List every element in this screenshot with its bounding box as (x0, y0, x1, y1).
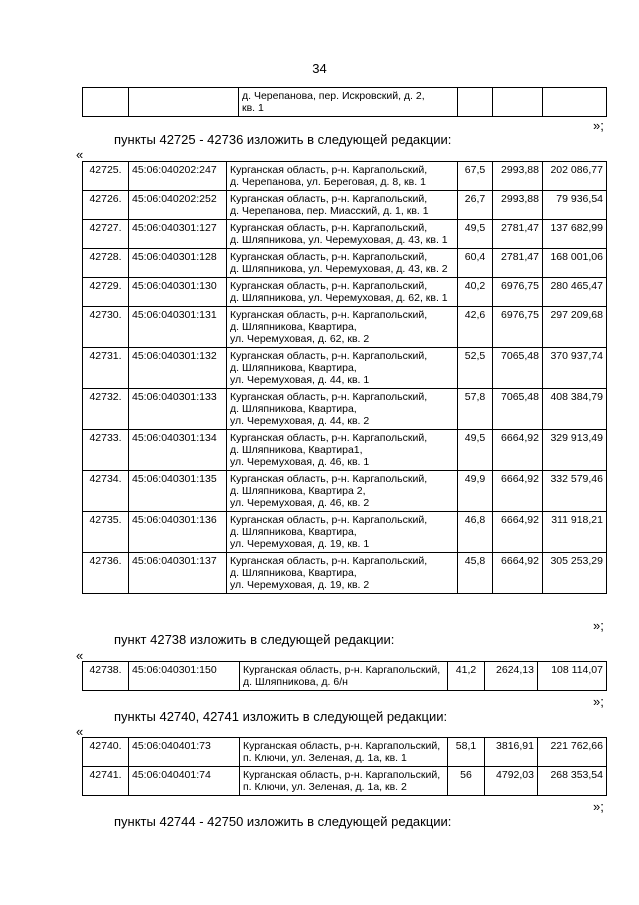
cadastral-number-cell: 45:06:040301:134 (129, 430, 227, 471)
cadastral-cost-cell (543, 88, 607, 117)
specific-value-cell: 6664,92 (493, 471, 543, 512)
specific-value-cell: 6664,92 (493, 430, 543, 471)
table-row (83, 348, 607, 389)
address-line: д. Шляпникова, Квартира, (230, 526, 357, 538)
cadastral-cost-cell: 168 001,06 (543, 249, 607, 278)
cadastral-cost-cell: 332 579,46 (543, 471, 607, 512)
section-heading-1: пункты 42725 - 42736 изложить в следующей редакции: (114, 132, 452, 147)
opening-quote: « (76, 724, 84, 739)
row-number-cell: 42725. (83, 162, 129, 191)
section-heading-2: пункт 42738 изложить в следующей редакции: (114, 632, 395, 647)
table-row (83, 512, 607, 553)
address-line: Курганская область, р-н. Каргапольский, (230, 222, 428, 234)
area-cell: 57,8 (458, 389, 493, 430)
table-row (83, 662, 607, 691)
address-line: д. Шляпникова, Квартира, (230, 403, 357, 415)
address-line: п. Ключи, ул. Зеленая, д. 1а, кв. 1 (243, 752, 407, 764)
cadastral-number-cell: 45:06:040202:247 (129, 162, 227, 191)
cadastral-number-cell: 45:06:040301:131 (129, 307, 227, 348)
address-line: д. Шляпникова, д. 6/н (243, 676, 348, 688)
closing-quote: »; (593, 118, 604, 133)
cadastral-number-cell: 45:06:040301:137 (129, 553, 227, 594)
opening-quote: « (76, 648, 84, 663)
section-heading-4: пункты 42744 - 42750 изложить в следующей редакции: (114, 814, 452, 829)
address-line: Курганская область, р-н. Каргапольский, (230, 350, 428, 362)
page-number: 34 (312, 61, 327, 76)
specific-value-cell (493, 88, 543, 117)
table-row (83, 162, 607, 191)
address-cell (227, 471, 458, 512)
row-number-cell: 42735. (83, 512, 129, 553)
opening-quote: « (76, 147, 84, 162)
address-line: д. Черепанова, пер. Миасский, д. 1, кв. 1 (230, 205, 429, 217)
cadastral-cost-cell: 108 114,07 (538, 662, 607, 691)
address-cell (227, 430, 458, 471)
address-line: Курганская область, р-н. Каргапольский, (230, 193, 428, 205)
row-number-cell: 42728. (83, 249, 129, 278)
area-cell: 26,7 (458, 191, 493, 220)
address-line: Курганская область, р-н. Каргапольский, (230, 514, 428, 526)
address-cell (227, 389, 458, 430)
row-number-cell: 42736. (83, 553, 129, 594)
address-line: д. Черепанова, пер. Искровский, д. 2, (242, 90, 425, 102)
specific-value-cell: 2781,47 (493, 220, 543, 249)
cadastral-cost-cell: 305 253,29 (543, 553, 607, 594)
closing-quote: »; (593, 618, 604, 633)
address-cell (227, 512, 458, 553)
cadastral-number-cell (129, 88, 239, 117)
table-row (83, 767, 607, 796)
address-line: ул. Черемуховая, д. 19, кв. 1 (230, 538, 370, 550)
area-cell: 67,5 (458, 162, 493, 191)
cadastral-cost-cell: 370 937,74 (543, 348, 607, 389)
address-line: Курганская область, р-н. Каргапольский, (230, 432, 428, 444)
address-line: д. Шляпникова, ул. Черемуховая, д. 43, кв. 1 (230, 234, 448, 246)
address-cell (240, 738, 448, 767)
row-number-cell (83, 88, 129, 117)
specific-value-cell: 2781,47 (493, 249, 543, 278)
address-line: кв. 1 (242, 102, 264, 114)
closing-quote: »; (593, 694, 604, 709)
address-line: д. Черепанова, ул. Береговая, д. 8, кв. 1 (230, 176, 426, 188)
row-number-cell: 42733. (83, 430, 129, 471)
row-number-cell: 42741. (83, 767, 129, 796)
area-cell: 46,8 (458, 512, 493, 553)
area-cell: 49,5 (458, 430, 493, 471)
row-number-cell: 42731. (83, 348, 129, 389)
row-number-cell: 42732. (83, 389, 129, 430)
points-table-2 (82, 661, 607, 691)
cadastral-cost-cell: 408 384,79 (543, 389, 607, 430)
address-line: Курганская область, р-н. Каргапольский, (230, 473, 428, 485)
specific-value-cell: 6976,75 (493, 307, 543, 348)
cadastral-cost-cell: 268 353,54 (538, 767, 607, 796)
address-line: Курганская область, р-н. Каргапольский, (230, 391, 428, 403)
cadastral-number-cell: 45:06:040401:74 (129, 767, 240, 796)
row-number-cell: 42734. (83, 471, 129, 512)
cadastral-cost-cell: 297 209,68 (543, 307, 607, 348)
address-cell (227, 191, 458, 220)
address-cell (227, 220, 458, 249)
table-row (83, 307, 607, 348)
specific-value-cell: 4792,03 (485, 767, 538, 796)
points-table-3 (82, 737, 607, 796)
address-cell (227, 249, 458, 278)
specific-value-cell: 6664,92 (493, 512, 543, 553)
address-line: д. Шляпникова, Квартира, (230, 321, 357, 333)
table-row (83, 471, 607, 512)
address-line: Курганская область, р-н. Каргапольский, (230, 555, 428, 567)
table-row (83, 738, 607, 767)
cadastral-number-cell: 45:06:040301:133 (129, 389, 227, 430)
address-line: д. Шляпникова, Квартира 2, (230, 485, 366, 497)
address-cell (227, 553, 458, 594)
address-line: д. Шляпникова, Квартира1, (230, 444, 363, 456)
table-row (83, 389, 607, 430)
address-cell (240, 767, 448, 796)
cadastral-cost-cell: 202 086,77 (543, 162, 607, 191)
area-cell: 56 (448, 767, 485, 796)
cadastral-number-cell: 45:06:040301:130 (129, 278, 227, 307)
table-row (83, 88, 607, 117)
closing-quote: »; (593, 799, 604, 814)
area-cell: 60,4 (458, 249, 493, 278)
area-cell: 42,6 (458, 307, 493, 348)
address-line: д. Шляпникова, Квартира, (230, 362, 357, 374)
row-number-cell: 42729. (83, 278, 129, 307)
cadastral-number-cell: 45:06:040301:132 (129, 348, 227, 389)
address-line: Курганская область, р-н. Каргапольский, (243, 740, 441, 752)
address-line: Курганская область, р-н. Каргапольский, (230, 164, 428, 176)
address-line: д. Шляпникова, ул. Черемуховая, д. 62, кв. 1 (230, 292, 448, 304)
area-cell: 52,5 (458, 348, 493, 389)
row-number-cell: 42738. (83, 662, 129, 691)
cadastral-number-cell: 45:06:040301:136 (129, 512, 227, 553)
table-row (83, 191, 607, 220)
cadastral-number-cell: 45:06:040301:150 (129, 662, 240, 691)
specific-value-cell: 6664,92 (493, 553, 543, 594)
cadastral-cost-cell: 137 682,99 (543, 220, 607, 249)
address-line: Курганская область, р-н. Каргапольский, (230, 251, 428, 263)
address-line: д. Шляпникова, Квартира, (230, 567, 357, 579)
cadastral-number-cell: 45:06:040301:135 (129, 471, 227, 512)
cadastral-number-cell: 45:06:040301:127 (129, 220, 227, 249)
area-cell (458, 88, 493, 117)
address-cell (227, 278, 458, 307)
area-cell: 41,2 (448, 662, 485, 691)
area-cell: 40,2 (458, 278, 493, 307)
row-number-cell: 42726. (83, 191, 129, 220)
address-cell (240, 662, 448, 691)
cadastral-cost-cell: 329 913,49 (543, 430, 607, 471)
table-row (83, 249, 607, 278)
table-row (83, 220, 607, 249)
continuation-table (82, 87, 607, 117)
address-line: ул. Черемуховая, д. 46, кв. 2 (230, 497, 370, 509)
address-line: ул. Черемуховая, д. 19, кв. 2 (230, 579, 370, 591)
specific-value-cell: 7065,48 (493, 348, 543, 389)
table-row (83, 553, 607, 594)
cadastral-cost-cell: 221 762,66 (538, 738, 607, 767)
address-line: ул. Черемуховая, д. 44, кв. 2 (230, 415, 370, 427)
table-row (83, 430, 607, 471)
address-line: д. Шляпникова, ул. Черемуховая, д. 43, кв. 2 (230, 263, 448, 275)
row-number-cell: 42727. (83, 220, 129, 249)
address-line: ул. Черемуховая, д. 46, кв. 1 (230, 456, 370, 468)
address-cell (227, 307, 458, 348)
specific-value-cell: 2993,88 (493, 162, 543, 191)
row-number-cell: 42730. (83, 307, 129, 348)
specific-value-cell: 6976,75 (493, 278, 543, 307)
specific-value-cell: 2624,13 (485, 662, 538, 691)
area-cell: 49,5 (458, 220, 493, 249)
specific-value-cell: 3816,91 (485, 738, 538, 767)
cadastral-cost-cell: 79 936,54 (543, 191, 607, 220)
cadastral-number-cell: 45:06:040202:252 (129, 191, 227, 220)
table-row (83, 278, 607, 307)
address-line: п. Ключи, ул. Зеленая, д. 1а, кв. 2 (243, 781, 407, 793)
cadastral-cost-cell: 311 918,21 (543, 512, 607, 553)
address-line: ул. Черемуховая, д. 62, кв. 2 (230, 333, 370, 345)
cadastral-number-cell: 45:06:040301:128 (129, 249, 227, 278)
points-table-1 (82, 161, 607, 594)
area-cell: 58,1 (448, 738, 485, 767)
specific-value-cell: 7065,48 (493, 389, 543, 430)
address-cell (239, 88, 458, 117)
area-cell: 45,8 (458, 553, 493, 594)
cadastral-cost-cell: 280 465,47 (543, 278, 607, 307)
section-heading-3: пункты 42740, 42741 изложить в следующей редакции: (114, 709, 448, 724)
address-line: ул. Черемуховая, д. 44, кв. 1 (230, 374, 370, 386)
address-line: Курганская область, р-н. Каргапольский, (230, 280, 428, 292)
cadastral-number-cell: 45:06:040401:73 (129, 738, 240, 767)
address-cell (227, 162, 458, 191)
specific-value-cell: 2993,88 (493, 191, 543, 220)
area-cell: 49,9 (458, 471, 493, 512)
address-cell (227, 348, 458, 389)
row-number-cell: 42740. (83, 738, 129, 767)
address-line: Курганская область, р-н. Каргапольский, (243, 664, 441, 676)
address-line: Курганская область, р-н. Каргапольский, (243, 769, 441, 781)
address-line: Курганская область, р-н. Каргапольский, (230, 309, 428, 321)
